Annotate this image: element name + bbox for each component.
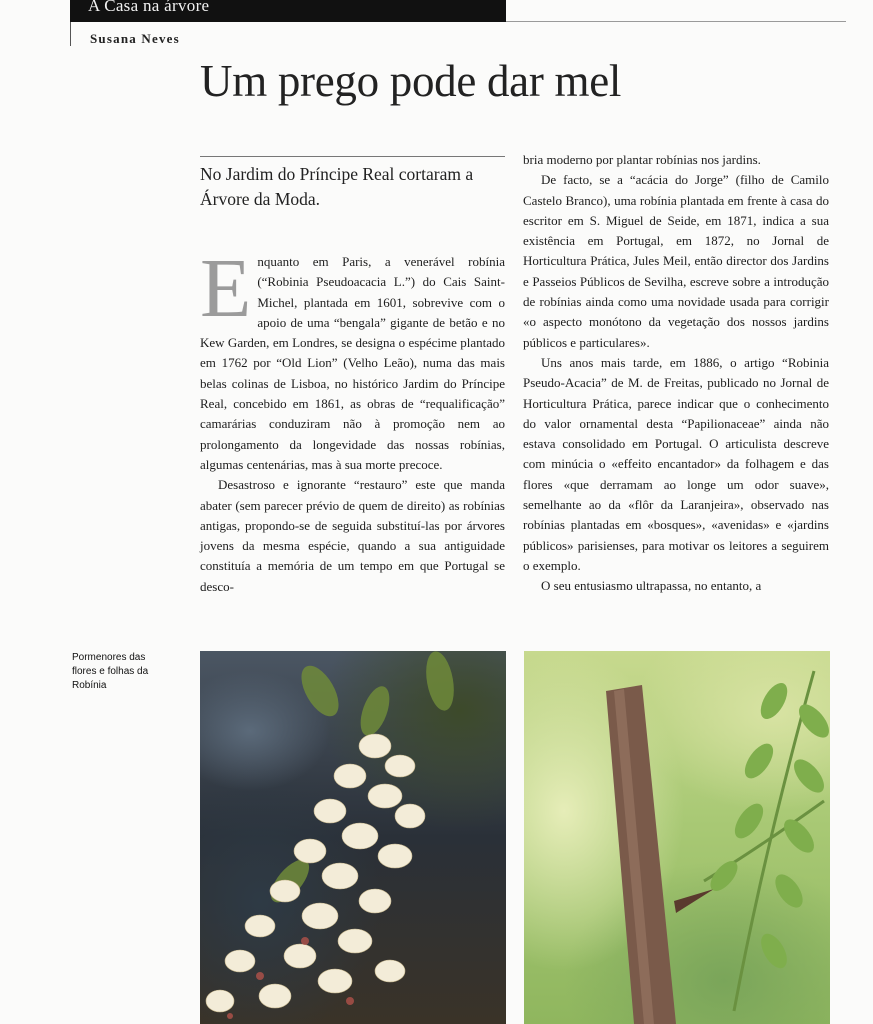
paragraph-text: nquanto em Paris, a venerável robínia (“Robinia Pseudoacacia L.”) do Cais Saint-Michel, plantada em 1601, sobrevive com o apoio de uma “bengala” gigante de betão e no Kew Garden, em Londres, se designa o espécime plantado em 1762 por “Old Lion” (Velho Leão), numa das mais belas colinas de Lisboa, no histórico Jardim do Príncipe Real, concebido em 1861, as obras de “requalificação” camarárias conduziram não à promoção nem ao prolongamento da longevidade das nossas robínias, algumas centenárias, mas à sua morte precoce. — [200, 254, 505, 472]
article-lead: No Jardim do Príncipe Real cortaram a Árvore da Moda. — [200, 164, 474, 209]
robinia-flowers-photo — [200, 651, 506, 1024]
header-rule — [506, 21, 846, 22]
flowers-illustration — [200, 651, 506, 1024]
text-column-1 — [200, 242, 505, 597]
branch-illustration — [524, 651, 830, 1024]
photo-caption: Pormenores das flores e folhas da Robínia — [72, 652, 149, 691]
author-name: Susana Neves — [90, 31, 180, 46]
paragraph: Desastroso e ignorante “restauro” este que manda abater (sem parecer prévio de quem de direito) as robínias antigas, propondo-se de seguida substituí-las por árvores jovens da mesma espécie, quando a sua antiguidade constituía a memória de um tempo em que Portugal se desco- — [200, 477, 505, 594]
paragraph: Uns anos mais tarde, em 1886, o artigo “Robinia Pseudo-Acacia” de M. de Freitas, publicado no Jornal de Horticultura Prática, parece indicar que o conhecimento do valor ornamental desta “Papilionaceae” ainda não estava consolidado em Portugal. O articulista descreve com minúcia o «effeito encantador» da folhagem e das flores «que derramam ao longe um odor suave», semelhante ao da «flôr da Laranjeira», observado nas robínias plantadas em «bosques», «avenidas» e «jardins públicos» parisienses, para motivar os leitores a seguirem o exemplo. — [523, 354, 829, 573]
paragraph: bria moderno por plantar robínias nos jardins. — [523, 152, 761, 167]
text-column-2 — [523, 150, 829, 597]
drop-cap: E — [200, 242, 252, 335]
paragraph: De facto, se a “acácia do Jorge” (filho de Camilo Castelo Branco), uma robínia plantada em frente à casa do escritor em S. Miguel de Seide, em 1871, indica a sua existência em Portugal, em 1872, no Jornal de Horticultura Prática, Jules Meil, então director dos Jardins e Passeios Públicos de Sevilha, escreve sobre a introdução de robínias ainda como uma novidade usada para corrigir «o aspecto monótono da vegetação dos nossos jardins públicos e particulares». — [523, 172, 829, 350]
lead-rule — [200, 156, 505, 157]
section-header-bar — [70, 0, 506, 22]
robinia-branch-photo — [524, 651, 830, 1024]
paragraph — [200, 242, 505, 475]
section-title: A Casa na árvore — [88, 0, 210, 15]
article-title: Um prego pode dar mel — [200, 56, 622, 106]
paragraph: O seu entusiasmo ultrapassa, no entanto, a — [541, 578, 762, 594]
header-vertical-rule — [70, 22, 71, 46]
